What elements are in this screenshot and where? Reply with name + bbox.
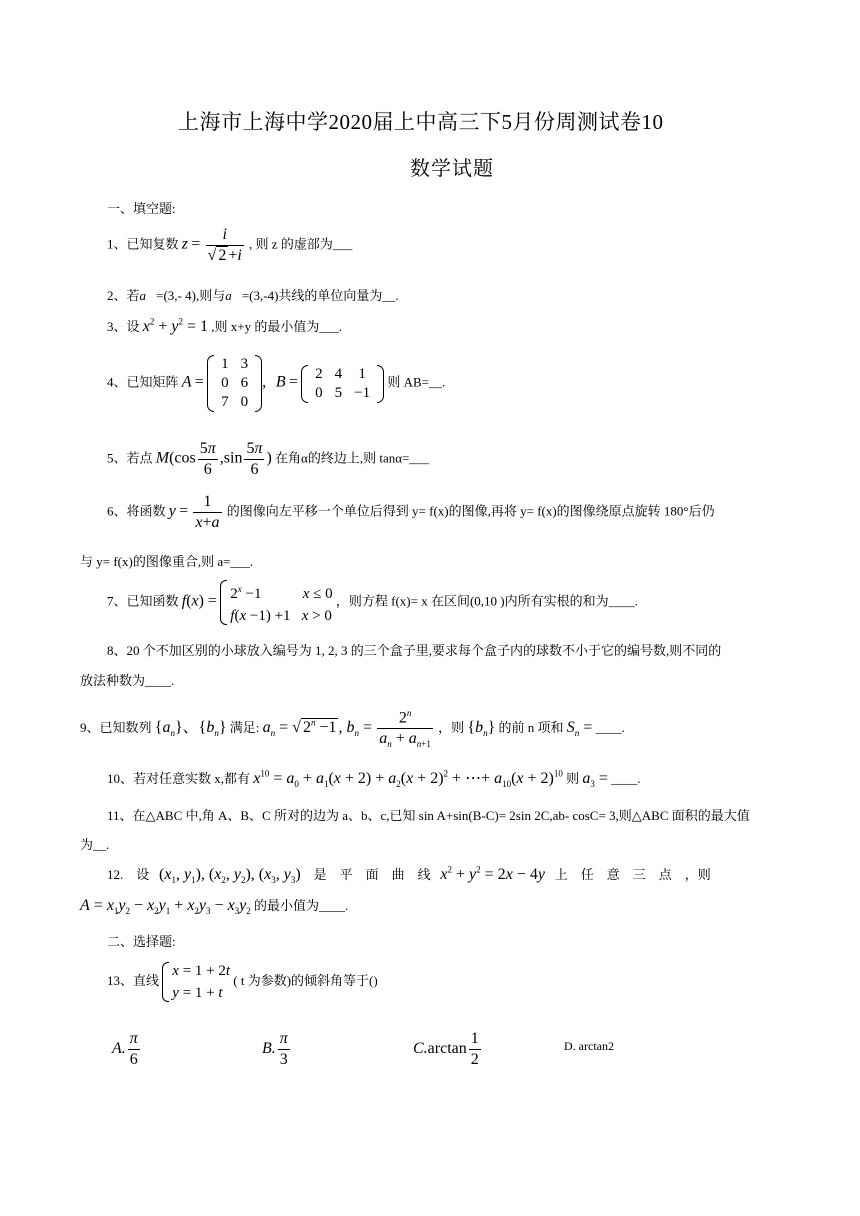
question-12-line2: $A = x_1y_2 - x_2y_1 + x_2y_3 - x_3y_2$ 的最小值为____. [80, 897, 349, 917]
question-12: 12. 设 ($x_1$, $y_1$), ($x_2$, $y_2$), ($x_3$, $y_3$) 是 平 面 曲 线 $x^2 + y^2 = 2x - 4y$ 上 任 意 三 点 ，则 [107, 864, 711, 886]
option-d[interactable]: D. arctan2 [564, 1039, 614, 1053]
section-fill-blank: 一、填空题: [107, 201, 176, 216]
question-13: 13、直线 x = 1 + 2t y = 1 + t ( t 为参数)的倾斜角等于() [107, 960, 378, 1004]
question-8-line2: 放法种数为____. [80, 673, 175, 688]
question-3: 3、设 $x^2 + y^2 = 1$ ,则 x+y 的最小值为___. [107, 316, 343, 335]
question-9: 9、已知数列 $\{a_n\}$、$\{b_n\}$ 满足: $a_n$ = √ $2^n -1$ , $b_n$ = $\frac{2^n}{a_n + a_{n+1}}$ ，则 $\{b_n\}$ 的前 n 项和 $S_n$ = ____. [80, 708, 625, 750]
section-choice: 二、选择题: [107, 934, 176, 949]
question-6-line2: 与 y= f(x)的图像重合,则 a=___. [80, 554, 254, 569]
question-1: 1、已知复数 z = $\frac{i}{√ 2 +i}$ , 则 z 的虚部为___ [107, 226, 353, 264]
question-7: 7、已知函数 f(x) = $2^x -1$ x ≤ 0 f(x −1) +1 x > 0 ，则方程 f(x)= x 在区间(0,10 )内所有实根的和为____. [107, 578, 638, 627]
option-c[interactable]: C.arctan $\frac{1}{2}$ [413, 1030, 479, 1068]
option-b[interactable]: B. $\frac{\pi}{3}$ [262, 1030, 288, 1068]
question-2: 2、若a⃗=(3,- 4),则与a⃗=(3,-4)共线的单位向量为__. [107, 288, 399, 303]
question-6: 6、将函数 y = $\frac{1}{x+a}$ 的图像向左平移一个单位后得到 y= f(x)的图像,再将 y= f(x)的图像绕原点旋转 180°后仍 [107, 493, 715, 531]
option-a[interactable]: A. $\frac{\pi}{6}$ [112, 1030, 138, 1068]
question-11: 11、在△ABC 中,角 A、B、C 所对的边为 a、b、c,已知 sin A+sin(B-C)= 2sin 2C,ab- cosC= 3,则△ABC 面积的最大值 [107, 808, 750, 823]
question-11-line2: 为__. [80, 837, 110, 852]
page-title: 上海市上海中学2020届上中高三下5月份周测试卷10 [178, 110, 664, 134]
question-10: 10、若对任意实数 x,都有 $x^{10} = a_0 + a_1(x + 2) + a_2(x + 2)^2$ + ⋯+ $a_{10}(x + 2)^{10}$ 则 $a_3$ = ____. [107, 768, 641, 790]
question-5: 5、若点 M(cos $\frac{5\pi}{6}$ ,sin $\frac{5\pi}{6}$ ) 在角α的终边上,则 tanα=___ [107, 440, 429, 478]
question-4: 4、已知矩阵 A = 1 3 0 6 7 0 , B = 2 4 1 0 5 −1 则 AB=__. [107, 356, 446, 410]
page-subtitle: 数学试题 [410, 158, 494, 180]
question-8: 8、20 个不加区别的小球放入编号为 1, 2, 3 的三个盒子里,要求每个盒子内的球数不小于它的编号数,则不同的 [107, 643, 722, 658]
